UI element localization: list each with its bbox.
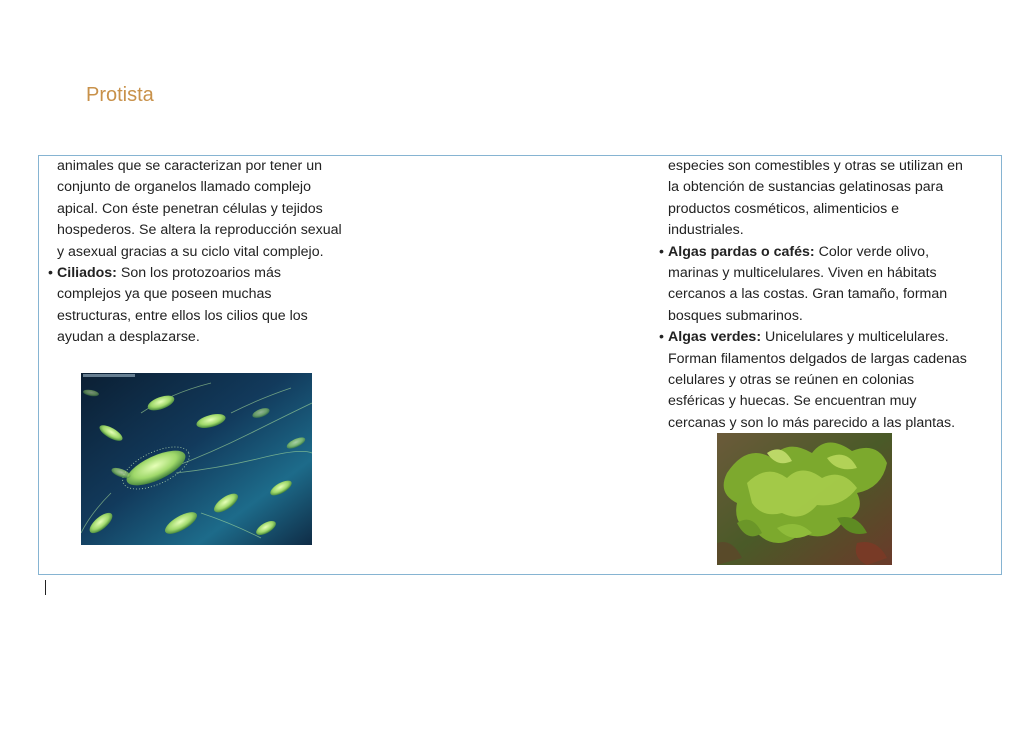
bullet-item-algas-pardas bbox=[659, 242, 1003, 263]
text-line: apical. Con éste penetran células y tejidos bbox=[57, 200, 323, 217]
text-line: complejos ya que poseen muchas bbox=[57, 286, 272, 303]
text-line: cercanos a las costas. Gran tamaño, forman bbox=[668, 286, 948, 303]
bullet-text: Unicelulares y multicelulares. bbox=[761, 329, 949, 346]
text-line: y asexual gracias a su ciclo vital complejo. bbox=[57, 243, 324, 260]
bullet-icon: • bbox=[659, 243, 664, 260]
bullet-term: Algas pardas o cafés: bbox=[668, 243, 815, 260]
bullet-icon: • bbox=[48, 265, 53, 282]
text-line: esféricas y huecas. Se encuentran muy bbox=[668, 393, 917, 410]
text-line: marinas y multicelulares. Viven en hábitats bbox=[668, 265, 937, 282]
text-line: animales que se caracterizan por tener un bbox=[57, 158, 322, 174]
text-line: productos cosméticos, alimenticios e bbox=[668, 200, 900, 217]
text-line: especies son comestibles y otras se utilizan en bbox=[668, 158, 963, 174]
text-line: hospederos. Se altera la reproducción sexual bbox=[57, 222, 342, 239]
text-frame[interactable] bbox=[38, 155, 1002, 575]
bullet-text: Son los protozoarios más bbox=[116, 265, 281, 282]
bullet-term: Algas verdes: bbox=[668, 329, 762, 346]
text-cursor bbox=[45, 580, 46, 595]
bacteria-image[interactable] bbox=[81, 373, 312, 545]
page-title: Protista bbox=[86, 84, 154, 106]
text-line: industriales. bbox=[668, 222, 744, 239]
bullet-icon: • bbox=[659, 329, 664, 346]
bullet-item-algas-verdes bbox=[659, 327, 1003, 348]
text-line: ayudan a desplazarse. bbox=[57, 329, 200, 346]
bullet-text: Color verde olivo, bbox=[814, 243, 930, 260]
text-line: celulares y otras se reúnen en colonias bbox=[668, 372, 915, 389]
text-line: Forman filamentos delgados de largas cadenas bbox=[668, 350, 967, 367]
algae-image[interactable] bbox=[717, 433, 892, 565]
text-line: conjunto de organelos llamado complejo bbox=[57, 179, 311, 196]
right-column bbox=[659, 156, 1003, 434]
text-line: estructuras, entre ellos los cilios que los bbox=[57, 307, 308, 324]
text-line: cercanas y son lo más parecido a las plantas. bbox=[668, 414, 956, 431]
bullet-item-ciliados bbox=[48, 263, 397, 284]
bullet-term: Ciliados: bbox=[57, 265, 117, 282]
text-line: bosques submarinos. bbox=[668, 307, 803, 324]
text-line: la obtención de sustancias gelatinosas para bbox=[668, 179, 944, 196]
left-column bbox=[48, 156, 397, 349]
